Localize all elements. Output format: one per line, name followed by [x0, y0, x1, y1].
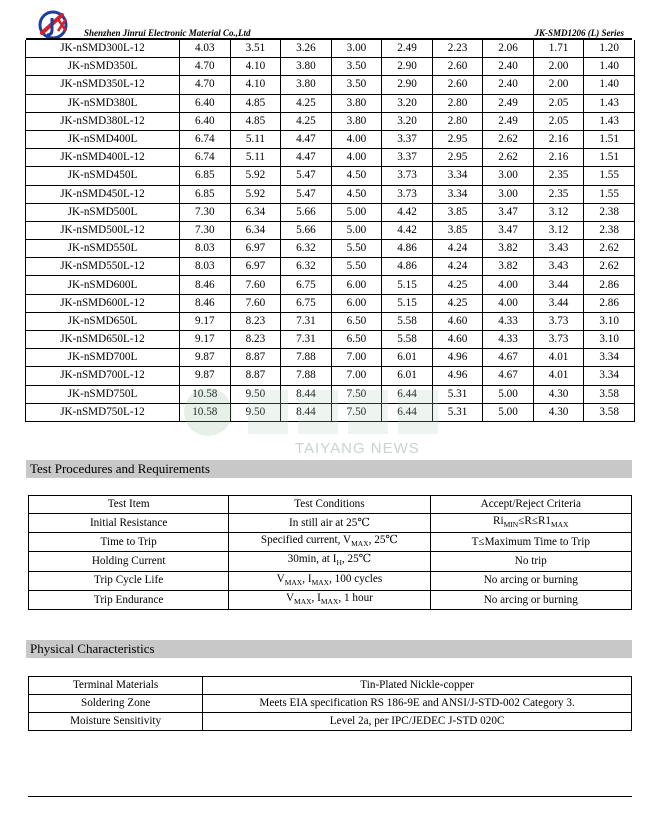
- value-cell: 5.47: [281, 167, 332, 185]
- value-cell: 9.87: [179, 349, 230, 367]
- physical-value: Level 2a, per IPC/JEDEC J-STD 020C: [203, 713, 632, 731]
- test-criteria: No arcing or burning: [430, 571, 631, 590]
- value-cell: 3.80: [281, 58, 332, 76]
- value-cell: 4.60: [432, 312, 483, 330]
- value-cell: 3.26: [281, 40, 332, 58]
- value-cell: 6.97: [230, 258, 281, 276]
- table-row: [29, 695, 632, 713]
- value-cell: 2.62: [483, 130, 534, 148]
- table-row: [26, 40, 635, 58]
- value-cell: 7.31: [281, 312, 332, 330]
- value-cell: 1.40: [584, 76, 635, 94]
- physical-table: [28, 676, 632, 731]
- value-cell: 2.95: [432, 130, 483, 148]
- value-cell: 2.62: [584, 240, 635, 258]
- value-cell: 5.00: [331, 221, 382, 239]
- value-cell: 4.96: [432, 349, 483, 367]
- value-cell: 4.01: [533, 367, 584, 385]
- value-cell: 3.73: [382, 185, 433, 203]
- value-cell: 2.23: [432, 40, 483, 58]
- value-cell: 3.80: [331, 94, 382, 112]
- value-cell: 2.49: [483, 94, 534, 112]
- physical-label: Soldering Zone: [29, 695, 203, 713]
- value-cell: 3.12: [533, 203, 584, 221]
- table-row: [26, 94, 635, 112]
- value-cell: 2.05: [533, 112, 584, 130]
- value-cell: 2.00: [533, 76, 584, 94]
- column-header: Test Item: [29, 496, 229, 514]
- test-criteria: $Ri_{MIN}\le R\le R1_{MAX}$: [430, 514, 631, 533]
- value-cell: 8.03: [179, 258, 230, 276]
- value-cell: 4.85: [230, 94, 281, 112]
- model-cell: JK-nSMD350L: [26, 58, 180, 76]
- value-cell: 1.55: [584, 185, 635, 203]
- value-cell: 3.44: [533, 294, 584, 312]
- physical-section-title: Physical Characteristics: [26, 640, 632, 658]
- value-cell: 4.60: [432, 331, 483, 349]
- physical-label: Moisture Sensitivity: [29, 713, 203, 731]
- value-cell: 9.17: [179, 331, 230, 349]
- table-row: [26, 112, 635, 130]
- value-cell: 2.62: [483, 149, 534, 167]
- value-cell: 6.34: [230, 221, 281, 239]
- model-cell: JK-nSMD450L-12: [26, 185, 180, 203]
- test-item: Trip Cycle Life: [29, 571, 229, 590]
- value-cell: 4.67: [483, 367, 534, 385]
- value-cell: 5.15: [382, 294, 433, 312]
- value-cell: 5.31: [432, 385, 483, 403]
- model-cell: JK-nSMD750L-12: [26, 403, 180, 421]
- value-cell: 4.03: [179, 40, 230, 58]
- model-cell: JK-nSMD350L-12: [26, 76, 180, 94]
- value-cell: 2.05: [533, 94, 584, 112]
- value-cell: 2.60: [432, 58, 483, 76]
- value-cell: 6.01: [382, 367, 433, 385]
- value-cell: 4.50: [331, 185, 382, 203]
- value-cell: 1.40: [584, 58, 635, 76]
- page-header: [26, 10, 628, 40]
- model-cell: JK-nSMD500L-12: [26, 221, 180, 239]
- value-cell: 4.10: [230, 58, 281, 76]
- footer-rule: [28, 796, 632, 797]
- test-table: [28, 495, 632, 610]
- model-cell: JK-nSMD380L-12: [26, 112, 180, 130]
- value-cell: 3.85: [432, 221, 483, 239]
- model-cell: JK-nSMD700L: [26, 349, 180, 367]
- model-cell: JK-nSMD400L: [26, 130, 180, 148]
- value-cell: 5.66: [281, 221, 332, 239]
- value-cell: 6.00: [331, 294, 382, 312]
- value-cell: 4.42: [382, 221, 433, 239]
- value-cell: 1.51: [584, 130, 635, 148]
- table-row: [26, 294, 635, 312]
- column-header: Accept/Reject Criteria: [430, 496, 631, 514]
- table-row: [29, 590, 632, 609]
- test-criteria: No arcing or burning: [430, 590, 631, 609]
- physical-value: Tin-Plated Nickle-copper: [203, 677, 632, 695]
- value-cell: 5.00: [331, 203, 382, 221]
- value-cell: 4.30: [533, 385, 584, 403]
- model-cell: JK-nSMD450L: [26, 167, 180, 185]
- value-cell: 5.00: [483, 403, 534, 421]
- table-row: [26, 349, 635, 367]
- value-cell: 2.90: [382, 76, 433, 94]
- value-cell: 4.33: [483, 331, 534, 349]
- value-cell: 7.60: [230, 294, 281, 312]
- model-cell: JK-nSMD650L-12: [26, 331, 180, 349]
- value-cell: 2.00: [533, 58, 584, 76]
- company-name: Shenzhen Jinrui Electronic Material Co.,Ltd: [84, 28, 251, 38]
- value-cell: 7.88: [281, 349, 332, 367]
- spec-table: [25, 40, 635, 422]
- table-row: [26, 240, 635, 258]
- value-cell: 7.30: [179, 203, 230, 221]
- value-cell: 1.43: [584, 94, 635, 112]
- table-row: [29, 677, 632, 695]
- value-cell: 5.50: [331, 258, 382, 276]
- test-condition: $V_{MAX}$, $I_{MAX}$, 100 cycles: [229, 571, 430, 590]
- table-row: [29, 514, 632, 533]
- model-cell: JK-nSMD600L-12: [26, 294, 180, 312]
- table-row: [26, 276, 635, 294]
- model-cell: JK-nSMD700L-12: [26, 367, 180, 385]
- table-row: [26, 203, 635, 221]
- value-cell: 6.97: [230, 240, 281, 258]
- test-criteria: T≤Maximum Time to Trip: [430, 533, 631, 552]
- value-cell: 4.25: [281, 94, 332, 112]
- value-cell: 6.75: [281, 276, 332, 294]
- value-cell: 2.16: [533, 130, 584, 148]
- table-row: [26, 403, 635, 421]
- value-cell: 6.40: [179, 94, 230, 112]
- value-cell: 6.01: [382, 349, 433, 367]
- value-cell: 3.44: [533, 276, 584, 294]
- value-cell: 3.73: [533, 312, 584, 330]
- value-cell: 4.85: [230, 112, 281, 130]
- value-cell: 6.34: [230, 203, 281, 221]
- table-row: [26, 258, 635, 276]
- value-cell: 5.47: [281, 185, 332, 203]
- value-cell: 2.35: [533, 185, 584, 203]
- value-cell: 4.25: [281, 112, 332, 130]
- table-row: [26, 58, 635, 76]
- value-cell: 4.67: [483, 349, 534, 367]
- table-row: [29, 552, 632, 571]
- value-cell: 4.24: [432, 258, 483, 276]
- value-cell: 2.95: [432, 149, 483, 167]
- test-criteria: No trip: [430, 552, 631, 571]
- value-cell: 4.86: [382, 240, 433, 258]
- value-cell: 2.38: [584, 221, 635, 239]
- value-cell: 6.85: [179, 185, 230, 203]
- value-cell: 3.37: [382, 130, 433, 148]
- value-cell: 4.42: [382, 203, 433, 221]
- value-cell: 3.58: [584, 385, 635, 403]
- value-cell: 9.17: [179, 312, 230, 330]
- table-row: [29, 533, 632, 552]
- value-cell: 2.62: [584, 258, 635, 276]
- value-cell: 10.58: [179, 385, 230, 403]
- value-cell: 5.11: [230, 149, 281, 167]
- value-cell: 3.37: [382, 149, 433, 167]
- value-cell: 2.38: [584, 203, 635, 221]
- value-cell: 1.51: [584, 149, 635, 167]
- value-cell: 3.00: [331, 40, 382, 58]
- value-cell: 2.86: [584, 294, 635, 312]
- value-cell: 6.75: [281, 294, 332, 312]
- value-cell: 6.50: [331, 331, 382, 349]
- test-condition: $V_{MAX}$, $I_{MAX}$, 1 hour: [229, 590, 430, 609]
- model-cell: JK-nSMD550L: [26, 240, 180, 258]
- value-cell: 2.80: [432, 112, 483, 130]
- value-cell: 3.51: [230, 40, 281, 58]
- value-cell: 4.50: [331, 167, 382, 185]
- value-cell: 1.20: [584, 40, 635, 58]
- value-cell: 3.34: [432, 185, 483, 203]
- model-cell: JK-nSMD380L: [26, 94, 180, 112]
- test-item: Holding Current: [29, 552, 229, 571]
- value-cell: 2.60: [432, 76, 483, 94]
- value-cell: 4.70: [179, 58, 230, 76]
- test-item: Initial Resistance: [29, 514, 229, 533]
- value-cell: 6.44: [382, 403, 433, 421]
- test-section-title: Test Procedures and Requirements: [26, 460, 632, 478]
- value-cell: 6.44: [382, 385, 433, 403]
- physical-value: Meets EIA specification RS 186-9E and ANSI/J-STD-002 Category 3.: [203, 695, 632, 713]
- value-cell: 4.30: [533, 403, 584, 421]
- value-cell: 3.34: [432, 167, 483, 185]
- value-cell: 3.10: [584, 331, 635, 349]
- table-row: [26, 149, 635, 167]
- value-cell: 5.58: [382, 312, 433, 330]
- value-cell: 7.60: [230, 276, 281, 294]
- value-cell: 4.86: [382, 258, 433, 276]
- table-row: [26, 185, 635, 203]
- value-cell: 4.00: [331, 130, 382, 148]
- value-cell: 3.10: [584, 312, 635, 330]
- value-cell: 9.50: [230, 403, 281, 421]
- value-cell: 2.40: [483, 76, 534, 94]
- table-row: [26, 312, 635, 330]
- value-cell: 4.24: [432, 240, 483, 258]
- value-cell: 4.00: [483, 276, 534, 294]
- value-cell: 8.23: [230, 331, 281, 349]
- series-name: JK-SMD1206 (L) Series: [534, 28, 624, 38]
- value-cell: 4.96: [432, 367, 483, 385]
- model-cell: JK-nSMD550L-12: [26, 258, 180, 276]
- value-cell: 3.85: [432, 203, 483, 221]
- value-cell: 1.55: [584, 167, 635, 185]
- value-cell: 8.44: [281, 403, 332, 421]
- value-cell: 3.43: [533, 258, 584, 276]
- value-cell: 2.90: [382, 58, 433, 76]
- value-cell: 2.40: [483, 58, 534, 76]
- value-cell: 9.87: [179, 367, 230, 385]
- test-item: Time to Trip: [29, 533, 229, 552]
- value-cell: 7.50: [331, 385, 382, 403]
- value-cell: 2.49: [382, 40, 433, 58]
- value-cell: 4.47: [281, 130, 332, 148]
- value-cell: 1.71: [533, 40, 584, 58]
- watermark-text: TAIYANG NEWS: [295, 440, 420, 457]
- value-cell: 3.00: [483, 185, 534, 203]
- column-header: Test Conditions: [229, 496, 430, 514]
- test-condition: In still air at 25℃: [229, 514, 430, 533]
- value-cell: 3.50: [331, 76, 382, 94]
- value-cell: 3.82: [483, 258, 534, 276]
- test-condition: Specified current, $V_{MAX}$, 25℃: [229, 533, 430, 552]
- physical-label: Terminal Materials: [29, 677, 203, 695]
- table-row: [26, 76, 635, 94]
- value-cell: 7.00: [331, 349, 382, 367]
- value-cell: 3.34: [584, 367, 635, 385]
- value-cell: 4.25: [432, 294, 483, 312]
- table-row: [29, 571, 632, 590]
- test-condition: 30min, at $I_H$, 25℃: [229, 552, 430, 571]
- value-cell: 4.00: [331, 149, 382, 167]
- value-cell: 2.35: [533, 167, 584, 185]
- model-cell: JK-nSMD500L: [26, 203, 180, 221]
- value-cell: 4.33: [483, 312, 534, 330]
- value-cell: 8.46: [179, 294, 230, 312]
- table-row: [26, 331, 635, 349]
- value-cell: 5.15: [382, 276, 433, 294]
- value-cell: 3.80: [331, 112, 382, 130]
- value-cell: 5.00: [483, 385, 534, 403]
- model-cell: JK-nSMD400L-12: [26, 149, 180, 167]
- model-cell: JK-nSMD750L: [26, 385, 180, 403]
- value-cell: 3.34: [584, 349, 635, 367]
- table-row: [26, 167, 635, 185]
- value-cell: 4.01: [533, 349, 584, 367]
- value-cell: 3.43: [533, 240, 584, 258]
- value-cell: 5.92: [230, 167, 281, 185]
- table-row: [26, 367, 635, 385]
- value-cell: 10.58: [179, 403, 230, 421]
- value-cell: 3.00: [483, 167, 534, 185]
- value-cell: 7.30: [179, 221, 230, 239]
- table-row: [26, 221, 635, 239]
- value-cell: 3.47: [483, 203, 534, 221]
- value-cell: 5.11: [230, 130, 281, 148]
- value-cell: 3.20: [382, 94, 433, 112]
- value-cell: 2.49: [483, 112, 534, 130]
- value-cell: 8.03: [179, 240, 230, 258]
- value-cell: 3.82: [483, 240, 534, 258]
- value-cell: 2.16: [533, 149, 584, 167]
- value-cell: 7.88: [281, 367, 332, 385]
- value-cell: 3.50: [331, 58, 382, 76]
- value-cell: 3.73: [533, 331, 584, 349]
- value-cell: 5.92: [230, 185, 281, 203]
- value-cell: 2.80: [432, 94, 483, 112]
- value-cell: 6.40: [179, 112, 230, 130]
- value-cell: 6.32: [281, 258, 332, 276]
- value-cell: 6.50: [331, 312, 382, 330]
- value-cell: 3.73: [382, 167, 433, 185]
- table-row: [26, 130, 635, 148]
- value-cell: 5.31: [432, 403, 483, 421]
- model-cell: JK-nSMD650L: [26, 312, 180, 330]
- value-cell: 8.87: [230, 367, 281, 385]
- value-cell: 7.00: [331, 367, 382, 385]
- value-cell: 7.50: [331, 403, 382, 421]
- value-cell: 4.25: [432, 276, 483, 294]
- model-cell: JK-nSMD600L: [26, 276, 180, 294]
- value-cell: 6.74: [179, 149, 230, 167]
- table-row: [29, 713, 632, 731]
- test-item: Trip Endurance: [29, 590, 229, 609]
- value-cell: 6.00: [331, 276, 382, 294]
- value-cell: 4.00: [483, 294, 534, 312]
- value-cell: 5.50: [331, 240, 382, 258]
- value-cell: 6.74: [179, 130, 230, 148]
- value-cell: 8.87: [230, 349, 281, 367]
- value-cell: 9.50: [230, 385, 281, 403]
- value-cell: 3.20: [382, 112, 433, 130]
- value-cell: 6.32: [281, 240, 332, 258]
- value-cell: 8.46: [179, 276, 230, 294]
- value-cell: 3.47: [483, 221, 534, 239]
- value-cell: 8.44: [281, 385, 332, 403]
- value-cell: 6.85: [179, 167, 230, 185]
- value-cell: 2.86: [584, 276, 635, 294]
- value-cell: 3.58: [584, 403, 635, 421]
- value-cell: 2.06: [483, 40, 534, 58]
- value-cell: 5.58: [382, 331, 433, 349]
- table-row: [26, 385, 635, 403]
- value-cell: 4.47: [281, 149, 332, 167]
- value-cell: 5.66: [281, 203, 332, 221]
- value-cell: 4.10: [230, 76, 281, 94]
- value-cell: 4.70: [179, 76, 230, 94]
- model-cell: JK-nSMD300L-12: [26, 40, 180, 58]
- test-table-header: [29, 496, 632, 514]
- value-cell: 3.12: [533, 221, 584, 239]
- company-logo-icon: [36, 10, 74, 40]
- value-cell: 8.23: [230, 312, 281, 330]
- value-cell: 7.31: [281, 331, 332, 349]
- value-cell: 3.80: [281, 76, 332, 94]
- value-cell: 1.43: [584, 112, 635, 130]
